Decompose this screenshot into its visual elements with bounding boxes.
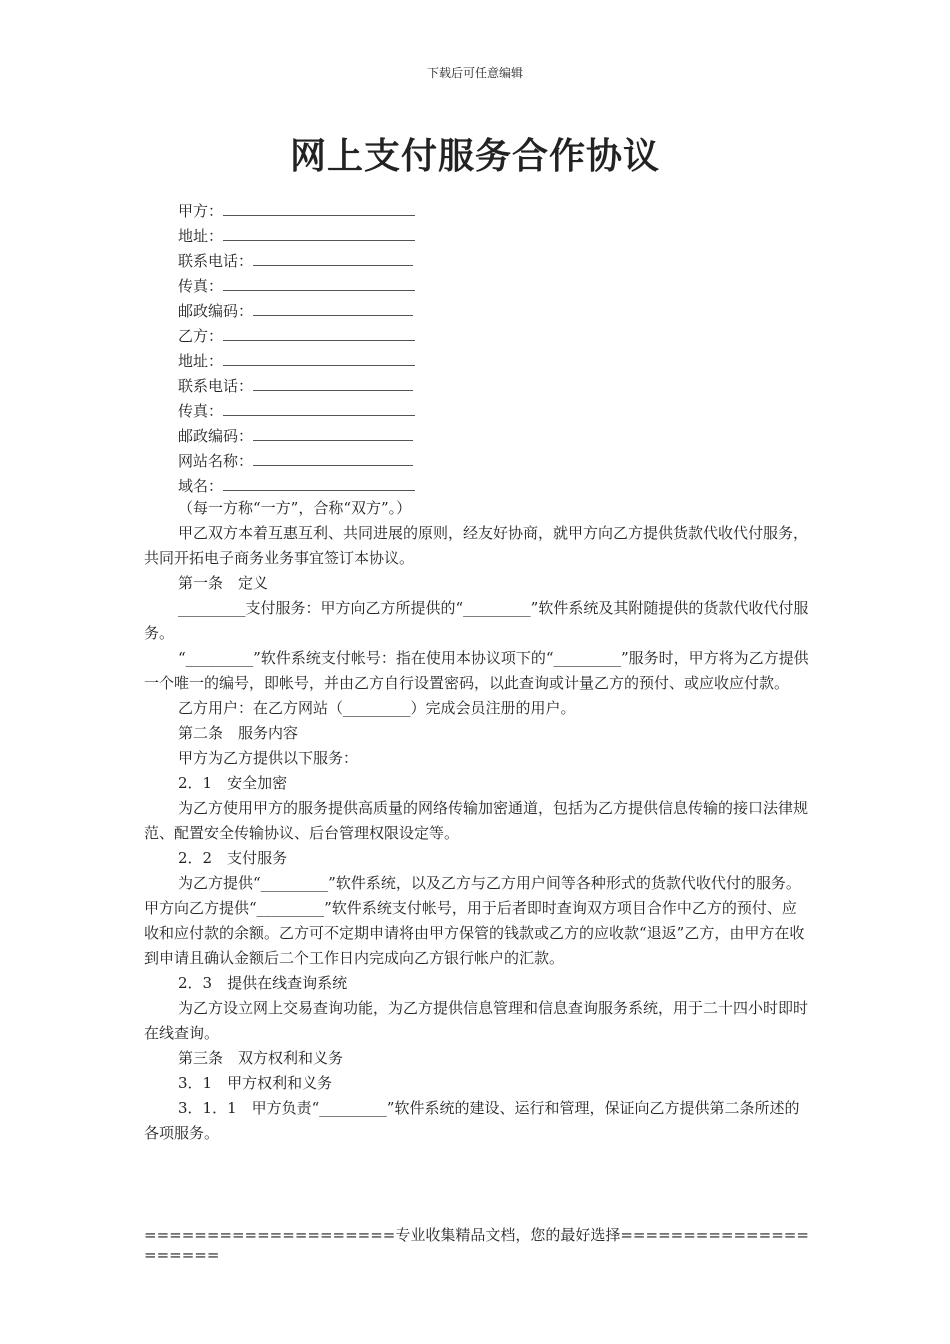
paragraph: 3．1．1 甲方负责“_________”软件系统的建设、运行和管理，保证向乙方提供第二条所述的各项服务。 [144, 1099, 800, 1142]
field-label: 邮政编码： [178, 427, 254, 445]
field-label: 传真： [178, 402, 224, 420]
blank-fill-line[interactable] [223, 200, 415, 216]
form-field [178, 224, 415, 249]
form-field [178, 324, 415, 349]
paragraph: 为乙方设立网上交易查询功能，为乙方提供信息管理和信息查询服务系统，用于二十四小时即时在线查询。 [144, 999, 809, 1042]
form-field [178, 274, 415, 299]
field-label: 传真： [178, 277, 224, 295]
form-field [178, 424, 415, 449]
field-label: 邮政编码： [178, 302, 254, 320]
blank-fill-line[interactable] [253, 450, 413, 466]
blank-fill-line[interactable] [223, 400, 415, 416]
field-label: 乙方： [178, 327, 224, 345]
paragraph: 2．3 提供在线查询系统 [178, 974, 348, 992]
form-field [178, 399, 415, 424]
paragraph: 第三条 双方权利和义务 [178, 1049, 344, 1067]
blank-fill-line[interactable] [223, 350, 415, 366]
agreement-body [144, 496, 809, 1146]
field-label: 域名： [178, 477, 224, 495]
field-label: 地址： [178, 352, 224, 370]
paragraph: （每一方称“一方”，合称“双方”。） [178, 499, 412, 517]
form-field [178, 249, 415, 274]
paragraph: 2．2 支付服务 [178, 849, 288, 867]
paragraph: 甲乙双方本着互惠互利、共同进展的原则，经友好协商，就甲方向乙方提供货款代收代付服务，共同开拓电子商务业务事宜签订本协议。 [144, 524, 809, 567]
form-field [178, 374, 415, 399]
paragraph: 乙方用户：在乙方网站（_________）完成会员注册的用户。 [178, 699, 576, 717]
blank-fill-line[interactable] [253, 425, 413, 441]
form-field [178, 349, 415, 374]
form-field [178, 449, 415, 474]
field-label: 网站名称： [178, 452, 254, 470]
paragraph: “_________”软件系统支付帐号：指在使用本协议项下的“_________”服务时，甲方将为乙方提供一个唯一的编号，即帐号，并由乙方自行设置密码，以此查询或计量乙方的预付、或应收应付款。 [144, 649, 809, 692]
blank-fill-line[interactable] [253, 375, 413, 391]
paragraph: 第一条 定义 [178, 574, 269, 592]
form-field [178, 199, 415, 224]
paragraph: 为乙方提供“_________”软件系统，以及乙方与乙方用户间等各种形式的货款代收代付的服务。甲方向乙方提供“_________”软件系统支付帐号，用于后者即时查询双方项目合作中乙方的预付、应收和应付款的余额。乙方可不定期申请将由甲方保管的钱款或乙方的应收款“退返”乙方，由甲方在收到申请且确认金额后二个工作日内完成向乙方银行帐户的汇款。 [144, 874, 805, 967]
paragraph: 3．1 甲方权利和义务 [178, 1074, 333, 1092]
blank-fill-line[interactable] [253, 300, 413, 316]
paragraph: _________支付服务：甲方向乙方所提供的“_________”软件系统及其附随提供的货款代收代付服务。 [144, 599, 809, 642]
form-field [178, 299, 415, 324]
document-title: 网上支付服务合作协议 [289, 135, 660, 177]
blank-fill-line[interactable] [223, 225, 415, 241]
party-info-fields [178, 199, 415, 499]
paragraph: 为乙方使用甲方的服务提供高质量的网络传输加密通道，包括为乙方提供信息传输的接口法律规范、配置安全传输协议、后台管理权限设定等。 [144, 799, 809, 842]
blank-fill-line[interactable] [223, 325, 415, 341]
paragraph: 2．1 安全加密 [178, 774, 288, 792]
blank-fill-line[interactable] [253, 250, 413, 266]
paragraph: 第二条 服务内容 [178, 724, 299, 742]
field-label: 联系电话： [178, 377, 254, 395]
footer-banner: ====================专业收集精品文档，您的最好选择===================== [144, 1226, 809, 1264]
blank-fill-line[interactable] [223, 275, 415, 291]
header-note: 下载后可任意编辑 [426, 66, 523, 80]
field-label: 甲方： [178, 202, 224, 220]
paragraph: 甲方为乙方提供以下服务： [178, 749, 359, 767]
field-label: 联系电话： [178, 252, 254, 270]
field-label: 地址： [178, 227, 224, 245]
blank-fill-line[interactable] [223, 475, 415, 491]
